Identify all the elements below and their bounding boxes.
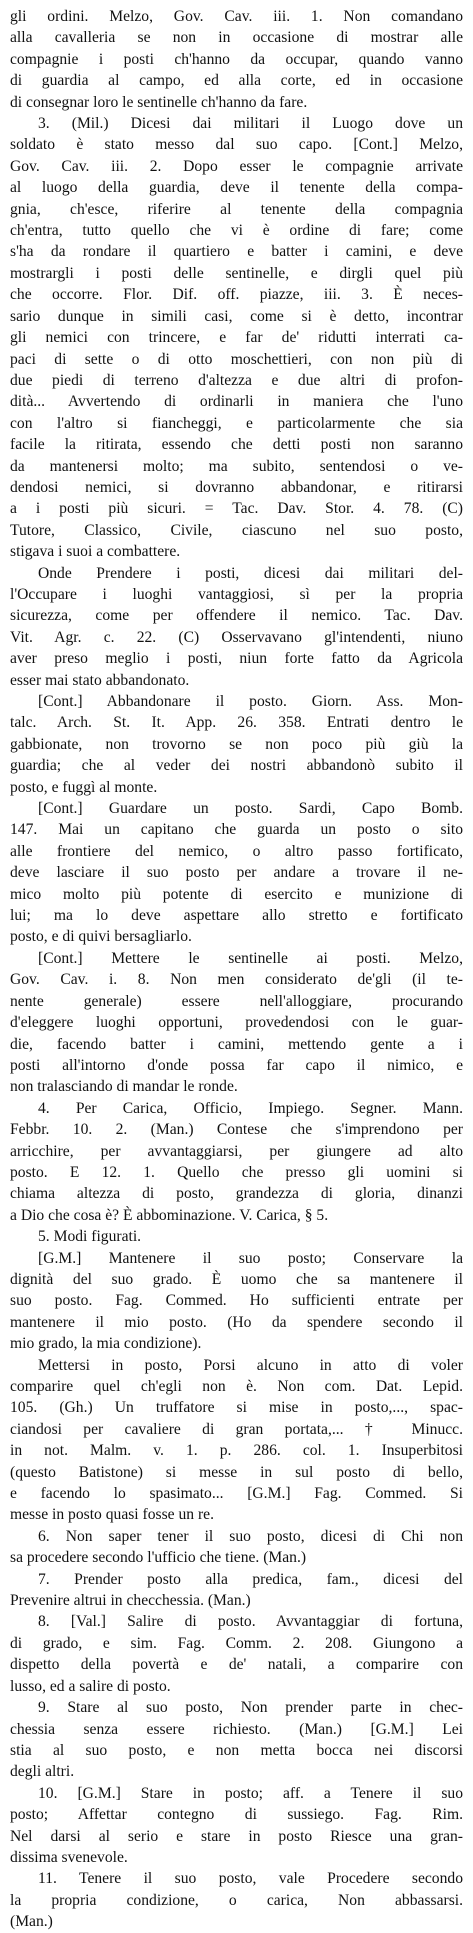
text-line: Febbr. 10. 2. (Man.) Contese che s'imprendono per	[10, 1121, 463, 1139]
text-line: posto; Affettar contegno di sussiego. Fag. Rim.	[10, 1806, 463, 1824]
text-line: di guardia al campo, ed alla corte, ed in occasione	[10, 72, 463, 90]
text-line: ch'entra, tutto quello che vi è ordine di fare; come	[10, 222, 463, 240]
text-line: Prevenire altrui in checchessia. (Man.)	[10, 1592, 251, 1610]
text-line: 147. Mai un capitano che guarda un posto o sito	[10, 821, 463, 839]
text-line: sicurezza, come per offendere il nemico. Tac. Dav.	[10, 607, 463, 625]
text-line: mio grado, la mia condizione).	[10, 1335, 202, 1353]
page-text	[10, 6, 463, 1933]
text-line: posti all'intorno d'onde possa far capo il nimico, e	[10, 1056, 463, 1074]
text-line: Nel darsi al serio e stare in posto Riesce una gran-	[10, 1827, 463, 1845]
text-line: mico molto più potente di esercito e munizione di	[10, 885, 463, 903]
text-line: soldato è stato messo dal suo capo. [Cont.] Melzo,	[10, 136, 463, 154]
text-line: comparire quel ch'egli non è. Non com. Dat. Lepid.	[10, 1378, 463, 1395]
text-line: s'ha da rondare il quartiero e batter i camini, e deve	[10, 243, 463, 261]
text-line: paci di sette o di otto moschettieri, con non più di	[10, 350, 463, 368]
text-line: [Cont.] Mettere le sentinelle ai posti. Melzo,	[38, 949, 463, 967]
text-line: e facendo lo spasimato... [G.M.] Fag. Commed. Si	[10, 1485, 463, 1503]
text-line: compagnie i posti ch'hanno da occupar, quando vanno	[10, 50, 463, 68]
text-line: posto, e fuggì al monte.	[10, 778, 158, 796]
text-line: (Man.)	[10, 1913, 53, 1931]
text-line: l'Occupare i luoghi vantaggiosi, sì per la propria	[10, 585, 463, 603]
text-line: gabbionate, non trovorno se non poco più giù la	[10, 735, 463, 753]
text-line: 4. Per Carica, Officio, Impiego. Segner. Mann.	[38, 1099, 463, 1117]
text-line: facile la ritirata, essendo che detti posti non saranno	[10, 436, 463, 454]
text-line: Gov. Cav. i. 8. Non men considerato de'gli (il te-	[10, 971, 463, 989]
text-line: alla cavalleria se non in occasione di mostrar alle	[10, 29, 463, 47]
text-line: gnia, ch'esce, riferire al tenente della compagnia	[10, 200, 463, 218]
text-line: lui; ma lo deve aspettare allo stretto e fortificato	[10, 907, 463, 925]
text-line: in not. Malm. v. 1. p. 286. col. 1. Insuperbitosi	[10, 1442, 463, 1460]
text-line: (questo Batistone) si messe in sul posto di bello,	[10, 1463, 463, 1481]
text-line: nente generale) essere nell'alloggiare, procurando	[10, 992, 463, 1010]
text-line: esser mai stato abbandonato.	[10, 671, 190, 689]
text-line: di grado, e sim. Fag. Comm. 2. 208. Giungono a	[10, 1634, 463, 1652]
text-line: Onde Prendere i posti, dicesi dai militari del-	[38, 564, 463, 582]
text-line: 10. [G.M.] Stare in posto; aff. a Tenere il suo	[38, 1784, 463, 1802]
text-line: Mettersi in posto, Porsi alcuno in atto di voler	[38, 1356, 463, 1374]
text-line: 3. (Mil.) Dicesi dai militari il Luogo dove un	[38, 115, 463, 133]
text-line: a i posti più sicuri. = Tac. Dav. Stor. 4. 78. (C)	[10, 500, 463, 518]
text-line: guardia; che al veder dei nostri abbandonò subito il	[10, 757, 463, 775]
text-line: stia al suo posto, e non metta bocca nei discorsi	[10, 1741, 463, 1759]
text-line: sario dunque in simili casi, come si è detto, incontrar	[10, 307, 463, 325]
text-line: deve lasciare il suo posto per andare a trovare il ne-	[10, 864, 463, 882]
text-line: arricchire, per avvantaggiarsi, per giungere ad alto	[10, 1142, 463, 1160]
text-line: dendosi nemici, si dovranno abbandonar, e ritirarsi	[10, 478, 463, 496]
text-line: sa procedere secondo l'ufficio che tiene. (Man.)	[10, 1549, 307, 1567]
text-line: due piedi di terreno d'altezza e due altri di profon-	[10, 371, 463, 389]
text-line: mantenere il mio posto. (Ho da spendere secondo il	[10, 1313, 463, 1331]
text-line: Gov. Cav. iii. 2. Dopo esser le compagnie arrivate	[10, 157, 463, 175]
text-line: gli nemici con trincere, e far de' ridutti interrati ca-	[10, 329, 463, 347]
text-line: la propria condizione, o carica, Non abbassarsi.	[10, 1891, 463, 1909]
text-line: al luogo della guardia, deve il tenente della compa-	[10, 179, 463, 197]
text-line: a Dio che cosa è? È abbominazione. V. Carica, § 5.	[10, 1206, 329, 1224]
text-line: dissima svenevole.	[10, 1848, 128, 1866]
text-line: 5. Modi figurati.	[38, 1228, 142, 1246]
text-line: dispetto della povertà e de' natali, a comparire con	[10, 1656, 463, 1674]
text-line: chiama altezza di posto, grandezza di gloria, dinanzi	[10, 1185, 463, 1203]
text-line: messe in posto quasi fosse un re.	[10, 1506, 214, 1524]
text-line: stigava i suoi a combattere.	[10, 543, 181, 561]
text-line: [Cont.] Abbandonare il posto. Giorn. Ass. Mon-	[38, 693, 463, 710]
text-line: ciandosi per cavaliere di gran portata,... † Minucc.	[10, 1420, 463, 1438]
text-line: [G.M.] Mantenere il suo posto; Conservare la	[38, 1249, 463, 1267]
text-line: aver preso meglio i posti, niun forte fatto da Agricola	[10, 650, 463, 668]
text-line: gli ordini. Melzo, Gov. Cav. iii. 1. Non comandano	[10, 8, 463, 25]
text-line: dità... Avvertendo di ordinarli in maniera che l'uno	[10, 393, 463, 411]
text-line: 9. Stare al suo posto, Non prender parte in chec-	[38, 1699, 463, 1717]
text-line: talc. Arch. St. It. App. 26. 358. Entrati dentro le	[10, 714, 463, 732]
text-line: posto, e di quivi bersagliarlo.	[10, 928, 192, 946]
text-line: alle frontiere del nemico, o altro passo fortificato,	[10, 842, 463, 860]
text-line: di consegnar loro le sentinelle ch'hanno da fare.	[10, 93, 308, 111]
text-line: non tralasciando di mandar le ronde.	[10, 1078, 238, 1096]
text-line: Tutore, Classico, Civile, ciascuno nel suo posto,	[10, 521, 463, 539]
text-line: degli altri.	[10, 1763, 75, 1781]
text-line: 6. Non saper tener il suo posto, dicesi di Chi non	[38, 1527, 463, 1545]
text-line: d'eleggere luoghi opportuni, provedendosi con le guar-	[10, 1014, 463, 1032]
text-line: con l'altro si fiancheggi, e particolarmente che sia	[10, 414, 463, 432]
text-line: 8. [Val.] Salire di posto. Avvantaggiar di fortuna,	[38, 1613, 463, 1631]
text-line: posto. E 12. 1. Quello che presso gli uomini si	[10, 1163, 463, 1181]
text-line: 11. Tenere il suo posto, vale Procedere secondo	[38, 1870, 463, 1888]
text-line: lusso, ed a salire di posto.	[10, 1677, 171, 1695]
text-line: die, facendo batter i camini, mettendo gente a i	[10, 1035, 463, 1053]
text-line: mostrargli i posti delle sentinelle, e dirgli quel più	[10, 264, 463, 282]
text-line: 105. (Gh.) Un truffatore si mise in posto,..., spac-	[10, 1399, 463, 1417]
text-line: che occorre. Flor. Dif. off. piazze, iii. 3. È neces-	[10, 286, 463, 304]
text-line: suo posto. Fag. Commed. Ho sufficienti entrate per	[10, 1292, 463, 1310]
text-line: 7. Prender posto alla predica, fam., dicesi del	[38, 1570, 463, 1588]
text-line: chessia senza essere richiesto. (Man.) [G.M.] Lei	[10, 1720, 463, 1738]
text-line: da mantenersi molto; ma subito, sentendosi o ve-	[10, 457, 463, 475]
text-line: [Cont.] Guardare un posto. Sardi, Capo Bomb.	[38, 800, 463, 818]
text-line: Vit. Agr. c. 22. (C) Osservavano gl'intendenti, niuno	[10, 628, 463, 646]
text-line: dignità del suo grado. È uomo che sa mantenere il	[10, 1270, 463, 1288]
